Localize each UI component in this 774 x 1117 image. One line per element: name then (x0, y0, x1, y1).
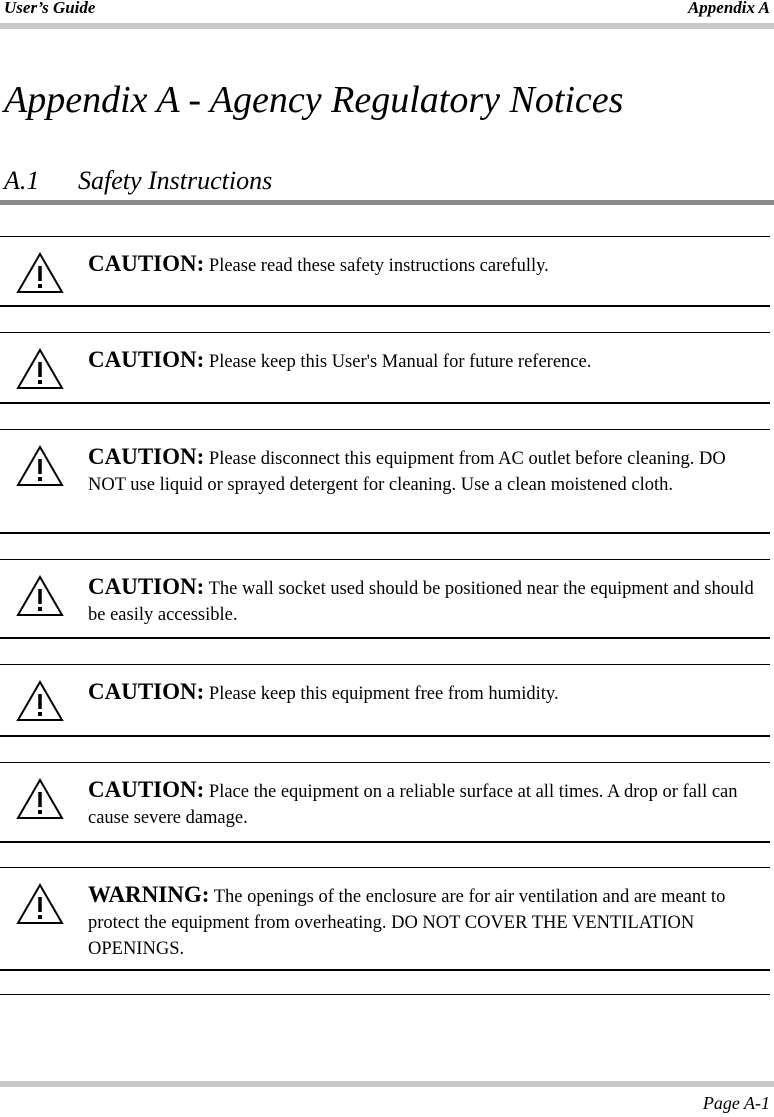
notice-body: Please keep this User's Manual for future reference. (208, 352, 592, 372)
notice-label: CAUTION: (88, 251, 205, 276)
section-heading (4, 166, 272, 196)
section-rule (0, 200, 774, 205)
notice-body: The wall socket used should be positioned near the equipment and should be easily accessible. (88, 579, 754, 625)
closing-rule (0, 994, 770, 995)
notice-body: Please keep this equipment free from humidity. (208, 684, 559, 704)
header-rule (0, 23, 774, 29)
notice-body: Please disconnect this equipment from AC outlet before cleaning. DO NOT use liquid or sprayed detergent for cleaning. Use a clean moistened cloth. (88, 449, 726, 495)
notice-box (0, 559, 770, 639)
notice-label: CAUTION: (88, 347, 205, 372)
notice-box (0, 867, 770, 971)
notice-text (88, 347, 766, 375)
notice-body: The openings of the enclosure are for air ventilation and are meant to protect the equipment from overheating. DO NOT COVER THE VENTILATION OPENINGS. (88, 887, 726, 959)
notice-text (88, 679, 766, 707)
notice-text (88, 882, 766, 962)
header-appendix-label: Appendix A (687, 0, 770, 17)
notice-text (88, 251, 766, 279)
header-guide-title: User’s Guide (4, 0, 96, 17)
notice-body: Please read these safety instructions carefully. (208, 256, 549, 276)
footer-rule (0, 1081, 774, 1087)
warning-triangle-icon (16, 679, 64, 723)
notice-label: CAUTION: (88, 444, 205, 469)
warning-triangle-icon (16, 347, 64, 391)
section-number: A.1 (4, 166, 40, 195)
page-title: Appendix A - Agency Regulatory Notices (4, 79, 624, 121)
notice-label: WARNING: (88, 882, 210, 907)
warning-triangle-icon (16, 444, 64, 488)
page-number: Page A-1 (702, 1093, 770, 1113)
warning-triangle-icon (16, 777, 64, 821)
page-header (0, 0, 774, 30)
notice-text (88, 777, 766, 831)
notice-box (0, 664, 770, 737)
notice-label: CAUTION: (88, 679, 205, 704)
notice-box (0, 236, 770, 307)
warning-triangle-icon (16, 882, 64, 926)
notice-text (88, 574, 766, 628)
notice-label: CAUTION: (88, 574, 205, 599)
notice-body: Place the equipment on a reliable surface at all times. A drop or fall can cause severe damage. (88, 782, 738, 828)
notice-box (0, 332, 770, 404)
warning-triangle-icon (16, 251, 64, 295)
notice-box (0, 429, 770, 534)
warning-triangle-icon (16, 574, 64, 618)
notice-box (0, 762, 770, 843)
notice-label: CAUTION: (88, 777, 205, 802)
section-title: Safety Instructions (78, 166, 273, 195)
notice-text (88, 444, 766, 498)
